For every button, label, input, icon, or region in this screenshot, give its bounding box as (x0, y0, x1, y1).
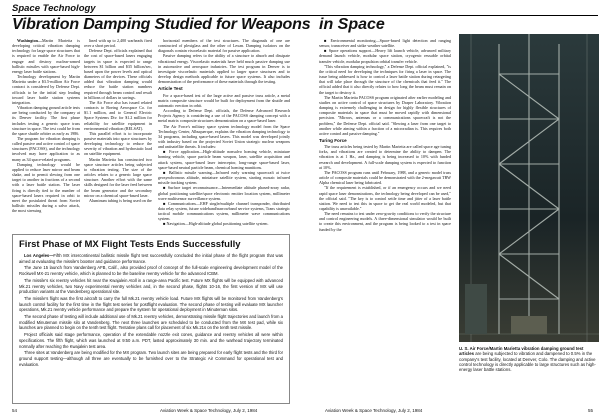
paragraph: Damping technology would be applied to reduce laser mirror and beam shake, and to permit slewing from one target to another in fractions of a second with a laser battle station. The laser firing is directly tied to the number of space-based lasers required in orbit to meet the postulated threat from Soviet ballistic missiles during a salvo attack, the most stressing (12, 161, 80, 214)
page-number-right: 55 (588, 408, 594, 413)
paragraph: Aluminum tubing is being used on the (89, 197, 152, 203)
paragraph: The Air Force's military space system technology model from the Space Technology Center, Albuquerque, explains the vibration damping technology to 34 programs, including space-based lasers. This model was developed jointly with industry based on the projected Soviet Union strategic nuclear weapons and antisatellite threats. It includes: (158, 123, 290, 150)
headline-continued: in Space (319, 16, 385, 33)
footer-right: Aviation Week & Space Technology, July 2, 1984 (325, 408, 423, 413)
paragraph: The Martin Marietta PACOSS program originated after earlier modeling and studies on active control of space structures by Draper Laboratory. Vibration damping is extremely challenging in design for highly flexible structures of composite materials in space that must be moved rapidly with dimensional precision. "Mirrors, antennas or a communications spacecraft is not the problem," the Defense Dept. official said. "Slewing a laser from one target to another while aiming within a fraction of a microradian is. This requires both active control and passive damping." (319, 94, 451, 136)
bullet-item: ■ Ballistic missile warning—Infrared early warning spacecraft at twice geosynchronous altitude, miniature satellite system, starting mosaic infrared missile tracking system. (158, 169, 290, 186)
bullet-item: ■ Navigation—High-altitude global positioning satellite system. (163, 221, 269, 227)
paragraph: Project officials said stage performance, operation of the extendable nozzle exit cones, guidance and reentry vehicles all were within specifications. The fifth flight, which was launched at 9:50 a.m. PDT, lasted approximately 30 min. and the warhead trajectory terminated normally after reaching the Kwajalein test area. (19, 332, 283, 349)
bullet-item: ■ Environmental monitoring—Space-based light detection and ranging sensor, transceiver and strike weather satellite. (319, 38, 451, 49)
page-number-left: 54 (12, 408, 18, 413)
test-structure-photo (459, 34, 599, 342)
paragraph: "If the requirement is established, or if an emergency occurs and we need rapid space laser demonstrations, the technology being developed can be used," the official said. "The key is to control settle time and jitter of a laser battle station. We need to test this in space to get the real world modeled, but that capability is unavailable." (319, 185, 451, 211)
dateline: Los Angeles— (24, 253, 54, 258)
section-label: Space Technology (12, 3, 96, 14)
paragraph: The second phase of testing will include additional use of Mk.21 reentry vehicles, demonstrating missile flight trajectories and launch from a modified Minuteman missile silo at Vandenberg. The next three launches are scheduled to be conducted from the MX test pad, while six launches are planned to begin on the tenth test flight. Tentative plans call for placement of six Mk.21s on the tenth test missile. (19, 314, 283, 331)
article-column-1 (12, 38, 80, 230)
bullet-item: ■ Surface target reconnaissance—Intermediate altitude phased-array radar, global positioning satellite/space electronic emitter location system, millimeter wave multisensor surveillance system. (158, 185, 290, 201)
paragraph: This parallel effort is to incorporate passive materials into space structures by developing technology to reduce the severity of vibration and hydrostatic load on satellite equipment. (84, 130, 152, 157)
paragraph: The truss articles being tested by Martin Marietta are called space age tuning forks, and vibrations are created to determine the ability to dampen. The vibration is at 1 Hz., and damping is being increased to 10% with funded research and development. A full-scale damping system is expected to function at 10%. (319, 144, 451, 170)
truss-structure-illustration (459, 34, 599, 342)
paragraph: Defense Dept. officials explained that the cost of space-based lasers engaging targets in space is expected to range between $1 billion and $35 billion/sec, based upon the power levels and optical diameters of the devices. These officials added that vibration damping would reduce the battle station numbers required through beam control and result in billions of dollars in savings. (84, 48, 152, 100)
article-column-2 (84, 38, 152, 230)
paragraph: The Air Force also has issued related contracts to Boeing Aerospace Co. for $1.1 million, and to General Electric Space Systems Div. for $1.2 million for reliability for satellite equipment in environmental vibration (RELSAT). (84, 99, 152, 131)
footer-left: Aviation Week & Space Technology, July 2, 1984 (160, 408, 258, 413)
paragraph: horizontal members of the test structures. The diagonals of one are constructed of plexiglass and the other of Lexan. Damping isolators on the diagonals contain viscoelastic material for passive application. (158, 38, 290, 54)
bullet-item: ■ Force application—High-altitude nonsalvo homing vehicle, miniature homing vehicle, space particle beam weapon, laser, satellite acquisition and attack system, space-based laser interceptor, long-range space-based laser, space-based neutral particle beam, chemical homing munitions. (158, 149, 290, 170)
paragraph: Los Angeles—Fifth MX intercontinental ballistic missile flight test successfully concluded the initial phase of the flight program that was aimed at evaluating the missile's booster and guidance performance. (19, 253, 283, 264)
sidebar-box (12, 234, 290, 404)
subhead: Article Test (158, 86, 183, 92)
paragraph: According to Defense Dept. officials, the Defense Advanced Research Projects Agency is considering a use of the PACOSS damping concept with a metal matrix composite structures demonstration on a space-based laser. (158, 108, 290, 124)
paragraph: Passive damping refers to the ability of a structure to absorb and dissipate vibrational energy. Viscoelastic materials have held much passive damping use in automotive and aerospace industries. The test program in Denver is to investigate viscoelastic materials applied to larger space structures and to develop design methods applicable to future space systems. It also includes demonstration of the performance of these materials through the testing. (158, 53, 290, 85)
paragraph: The June 15 launch from Vandenberg AFB, Calif., also provided proof of concept of the full-scale engineering development model of the Rockwell MX-21 reentry vehicle, which is planned to be the baseline reentry vehicle for the advanced ICBM. (19, 265, 283, 277)
headline: Vibration Damping Studied for Weapons (12, 16, 311, 33)
paragraph: The need remains to test under zero-gravity conditions to verify the structure and control engineering models. A three-dimensional simulator would be built to create this environment, and the program is being looked to a test in space funded by the (319, 211, 451, 232)
sidebar-title: First Phase of MX Flight Tests Ends Successfully (19, 239, 241, 250)
paragraph: lined with up to 2,400 warheads fired over a short period. (84, 38, 152, 49)
paragraph: The missile's six reentry vehicles hit near the Kwajalein Atoll in a range-area Pacific test. Future MX flights will be equipped with advanced Mk.21 reentry vehicles, two Navy experimental reentry vehicles and, in the second phase, flights 10-16, the first version of MX will use production variants at the Vandenberg operational site. (19, 277, 283, 295)
paragraph: For a space-based test of the large active and passive truss article, a metal matrix composite structure would be built for deployment from the shuttle and automatic erection in orbit. (158, 92, 290, 108)
paragraph: Technology development by Martin Marietta under a $3.5-million Air Force contract is considered by Defense Dept. officials to be the initial step leading toward laser battle station systems integration. (12, 74, 80, 105)
subhead: Turing Force (319, 137, 347, 143)
paragraph: Three sites at Vandenberg are being modified for the MX program. Two launch sites are being prepared for early flight tests and the third for ground support testing—although all three are eventually to be furnished over to the Strategic Air Command for operational test and evaluation. (19, 350, 283, 367)
bullet-item: ■ Space operations support—Heavy lift launch vehicle, advanced military demand launch vehicle, modular space station, cryogenic reusable orbital transfer vehicle, modular propulsion orbital transfer vehicle. (319, 48, 451, 64)
paragraph: The PACOSS program runs until February, 1988, and a generic model truss article of composite materials could be demonstrated with the 2-megawatt TRW Alpha chemical laser being fabricated. (319, 169, 451, 186)
photo-caption: U. S. Air Force/Martin Marietta vibration damping ground test articles are being subjected to vibration and dampened to 0.5% in the company's test facility, located at Denver, Colo. The damping and active control technology is directly applicable to large structures such as high-energy laser battle stations. (459, 346, 596, 373)
paragraph: The missile's flight was the first aircraft to carry the full Mk.21 reentry vehicle load. Future MX flights will be monitored from Vandenberg's launch control facility for the first time in the flight test series for postflight evaluation. The second phase of testing will evaluate MX launcher operations, Mk.21 reentry vehicle performance and prepare the system for operational deployment in Minuteman silos. (19, 295, 283, 313)
bullet-item: ■ Communications—EHF single/multiple channel transponder, distributed data relay system, future wideband/narrowband service systems, Trans strategic tactical mobile communications system, millimeter wave communications system. (158, 200, 290, 222)
paragraph: "This vibration damping technology," a Defense Dept. official explained, "is the critical need for developing the techniques for firing a laser in space. The issue being addressed is how to control a laser battle station during retargeting that will take place through the structure of the chemicals that feed it." The official added that it also directly relates to how long the beam must remain on the target to destroy it. (319, 63, 451, 95)
dateline: Washington— (17, 38, 43, 43)
sidebar-body (19, 253, 283, 367)
paragraph: Vibration damping ground article tests are being conducted by the company at its Denver facility. The first phase includes testing a generic space truss structure in space. The test could be from the space shuttle orbiter as early as 1986. (12, 105, 80, 136)
paragraph: The program for vibration damping is called passive and active control of space structures (PACOSS), and the technology involved may have application to as many as 34 space-related programs. (12, 135, 80, 162)
article-column-4 (319, 38, 451, 404)
paragraph: Martin Marietta has constructed two space structure articles being subjected to vibration testing. The size of the articles relates to a generic large space structure. Another effort with the same skills designed for the laser feed between the beam generator and the secondary mirror on a chemical space-based laser. (84, 156, 152, 198)
paragraph: Washington—Martin Marietta is developing critical vibration damping technology for large space structures that is required to enable the Air Force to engage and destroy nuclear-armed ballistic missiles with space-based high-energy laser battle stations. (12, 38, 80, 74)
